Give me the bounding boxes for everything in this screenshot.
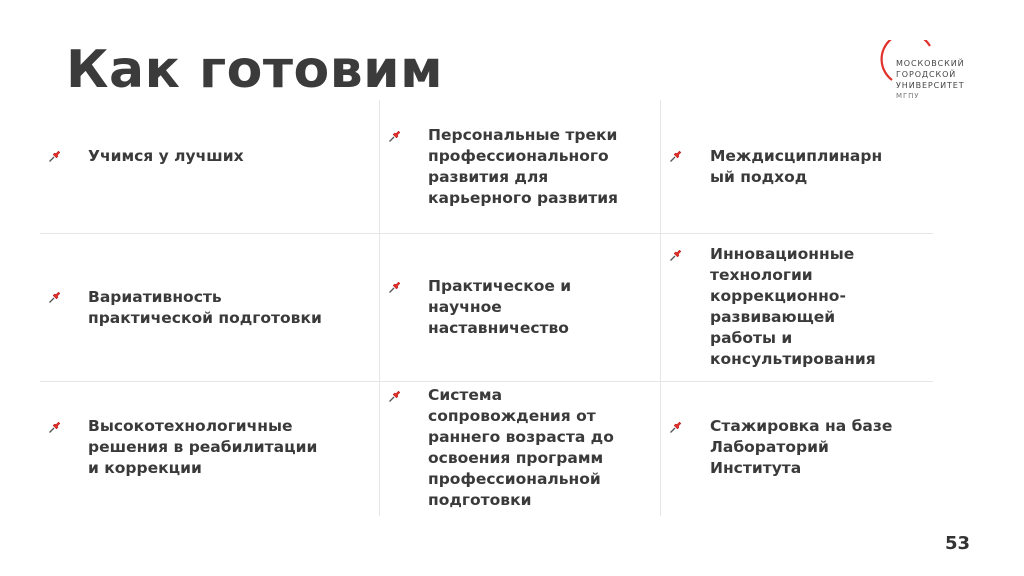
slide-title: Как готовим [66,40,444,100]
pushpin-icon [48,148,62,162]
pushpin-icon [388,128,402,142]
cell-text: Учимся у лучших [88,147,244,165]
logo-line-2: ГОРОДСКОЙ [896,70,957,79]
pushpin-icon [48,289,62,303]
grid-cell [379,233,660,381]
cell-text: Стажировка на базе Лабораторий Института [710,417,893,477]
grid-cell [379,381,660,516]
pushpin-icon [388,279,402,293]
grid-cell [40,381,379,516]
pushpin-icon [669,247,683,261]
logo-text [896,58,965,102]
cell-text: Персональные треки профессионального развития для карьерного развития [428,126,619,207]
pushpin-icon [388,388,402,402]
grid-cell [660,100,933,233]
cell-text: Практическое и научное наставничество [428,277,572,337]
cell-text: Высокотехнологичные решения в реабилитации и коррекции [88,417,318,477]
pushpin-icon [48,419,62,433]
logo-line-3: УНИВЕРСИТЕТ [896,81,965,90]
pushpin-icon [669,148,683,162]
grid-cell [660,381,933,516]
logo-line-4: МГПУ [896,92,920,100]
grid-cell [40,233,379,381]
cell-text: Система сопровождения от раннего возраста до освоения программ профессиональной подготовки [428,386,614,509]
cell-text: Инновационные технологии коррекционно- развивающей работы и консультирования [710,245,876,368]
approaches-grid [40,100,933,516]
grid-cell [660,233,933,381]
grid-cell [40,100,379,233]
cell-text: Вариативность практической подготовки [88,288,322,327]
pushpin-icon [669,419,683,433]
page-number: 53 [944,533,970,554]
grid-cell [379,100,660,233]
cell-text: Междисциплинарн ый подход [710,147,883,186]
logo-line-1: МОСКОВСКИЙ [896,59,965,68]
